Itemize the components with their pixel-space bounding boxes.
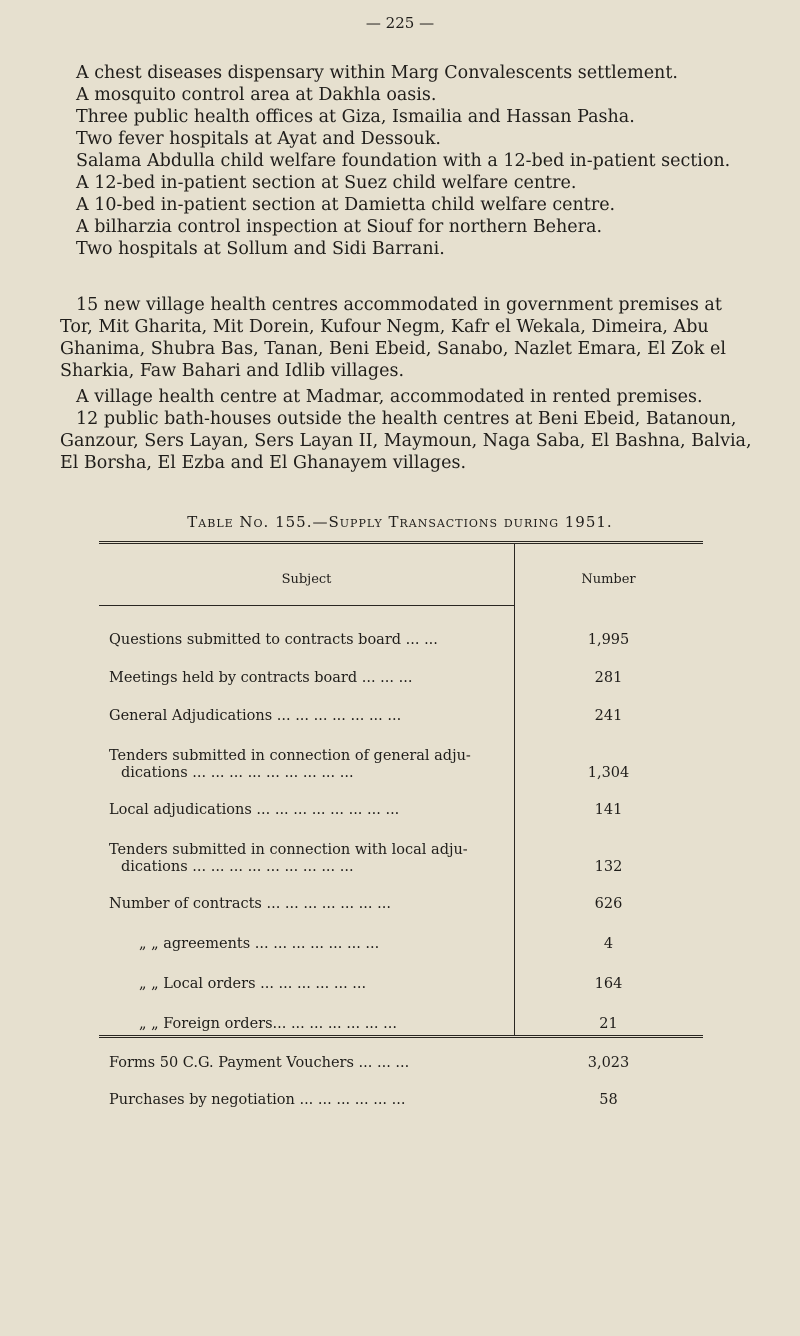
column-header-subject: Subject bbox=[281, 572, 332, 587]
table-row bbox=[99, 896, 703, 936]
row-number: 164 bbox=[594, 976, 623, 992]
paragraph-text: 12 public bath-houses outside the health centres at Beni Ebeid, Batanoun, Ganzour, Sers Layan, Sers Layan II, Maymoun, Naga Saba, El Bashna, Balvia, El Borsha, El Ezba and El Ghanayem villages. bbox=[60, 409, 752, 473]
table-row bbox=[99, 1092, 703, 1116]
row-number: 58 bbox=[599, 1092, 618, 1108]
column-header-number: Number bbox=[581, 572, 636, 587]
row-number: 1,304 bbox=[587, 765, 630, 781]
table-body bbox=[99, 632, 703, 1116]
list-item: Salama Abdulla child welfare foundation with a 12-bed in-patient section. bbox=[76, 151, 731, 171]
row-number: 241 bbox=[594, 708, 623, 724]
row-subject-line: dications ... ... ... ... ... ... ... ... ... bbox=[121, 859, 354, 875]
row-number: 1,995 bbox=[587, 632, 630, 648]
row-number: 626 bbox=[594, 896, 623, 912]
list-item: A chest diseases dispensary within Marg Convalescents settlement. bbox=[76, 63, 678, 83]
row-subject: „ „ Local orders ... ... ... ... ... ... bbox=[139, 976, 367, 992]
row-subject: Local adjudications ... ... ... ... ... ... ... ... bbox=[109, 802, 400, 818]
header-rule bbox=[99, 605, 514, 606]
list-item: Three public health offices at Giza, Ismailia and Hassan Pasha. bbox=[76, 107, 635, 127]
list-item: A bilharzia control inspection at Siouf for northern Behera. bbox=[76, 217, 603, 237]
table-row bbox=[99, 708, 703, 748]
row-subject: Meetings held by contracts board ... ... ... bbox=[109, 670, 413, 686]
row-subject-line: dications ... ... ... ... ... ... ... ... ... bbox=[121, 765, 354, 781]
row-number: 4 bbox=[603, 936, 614, 952]
row-number: 21 bbox=[599, 1016, 618, 1032]
row-subject: General Adjudications ... ... ... ... ... ... ... bbox=[109, 708, 402, 724]
row-number: 132 bbox=[594, 859, 623, 875]
list-item: A 12-bed in-patient section at Suez child welfare centre. bbox=[76, 173, 577, 193]
table-row bbox=[99, 976, 703, 1016]
supply-transactions-table bbox=[99, 541, 703, 1108]
row-subject-line: Tenders submitted in connection with local adju- bbox=[109, 842, 468, 858]
table-row bbox=[99, 802, 703, 842]
row-number: 141 bbox=[594, 802, 623, 818]
table-row bbox=[99, 1016, 703, 1055]
row-subject bbox=[109, 842, 499, 876]
table-row bbox=[99, 936, 703, 976]
row-subject: Forms 50 C.G. Payment Vouchers ... ... ... bbox=[109, 1055, 410, 1071]
paragraph-text: 15 new village health centres accommodated in government premises at Tor, Mit Gharita, Mit Dorein, Kufour Negm, Kafr el Wekala, Dimeira, Abu Ghanima, Shubra Bas, Tanan, Beni Ebeid, Sanabo, Nazlet Emara, El Zok el Sharkia, Faw Bahari and Idlib villages. bbox=[60, 295, 726, 381]
row-subject-line: Tenders submitted in connection of general adju- bbox=[109, 748, 471, 764]
row-subject: „ „ Foreign orders... ... ... ... ... ... ... bbox=[139, 1016, 397, 1032]
row-subject: Purchases by negotiation ... ... ... ... ... ... bbox=[109, 1092, 406, 1108]
page-number: — 225 — bbox=[365, 14, 435, 32]
list-item: A mosquito control area at Dakhla oasis. bbox=[76, 85, 437, 105]
row-number: 3,023 bbox=[587, 1055, 630, 1071]
row-subject: Number of contracts ... ... ... ... ... ... ... bbox=[109, 896, 391, 912]
paragraph-health-centres bbox=[60, 294, 760, 382]
row-subject: Questions submitted to contracts board ... ... bbox=[109, 632, 438, 648]
list-item: A 10-bed in-patient section at Damietta child welfare centre. bbox=[76, 195, 616, 215]
paragraph-text: A village health centre at Madmar, accommodated in rented premises. bbox=[76, 387, 703, 407]
table-title: Table No. 155.—Supply Transactions during 1951. bbox=[187, 513, 613, 531]
row-number: 281 bbox=[594, 670, 623, 686]
list-item: Two hospitals at Sollum and Sidi Barrani. bbox=[76, 239, 445, 259]
table-row bbox=[99, 842, 703, 896]
table-row bbox=[99, 670, 703, 708]
facilities-list bbox=[76, 62, 776, 260]
list-item: Two fever hospitals at Ayat and Dessouk. bbox=[76, 129, 441, 149]
table-row bbox=[99, 1055, 703, 1092]
table-row bbox=[99, 632, 703, 670]
row-subject: „ „ agreements ... ... ... ... ... ... ... bbox=[139, 936, 380, 952]
table-row bbox=[99, 748, 703, 802]
row-subject bbox=[109, 748, 499, 782]
paragraph-village-and-baths bbox=[60, 386, 760, 474]
